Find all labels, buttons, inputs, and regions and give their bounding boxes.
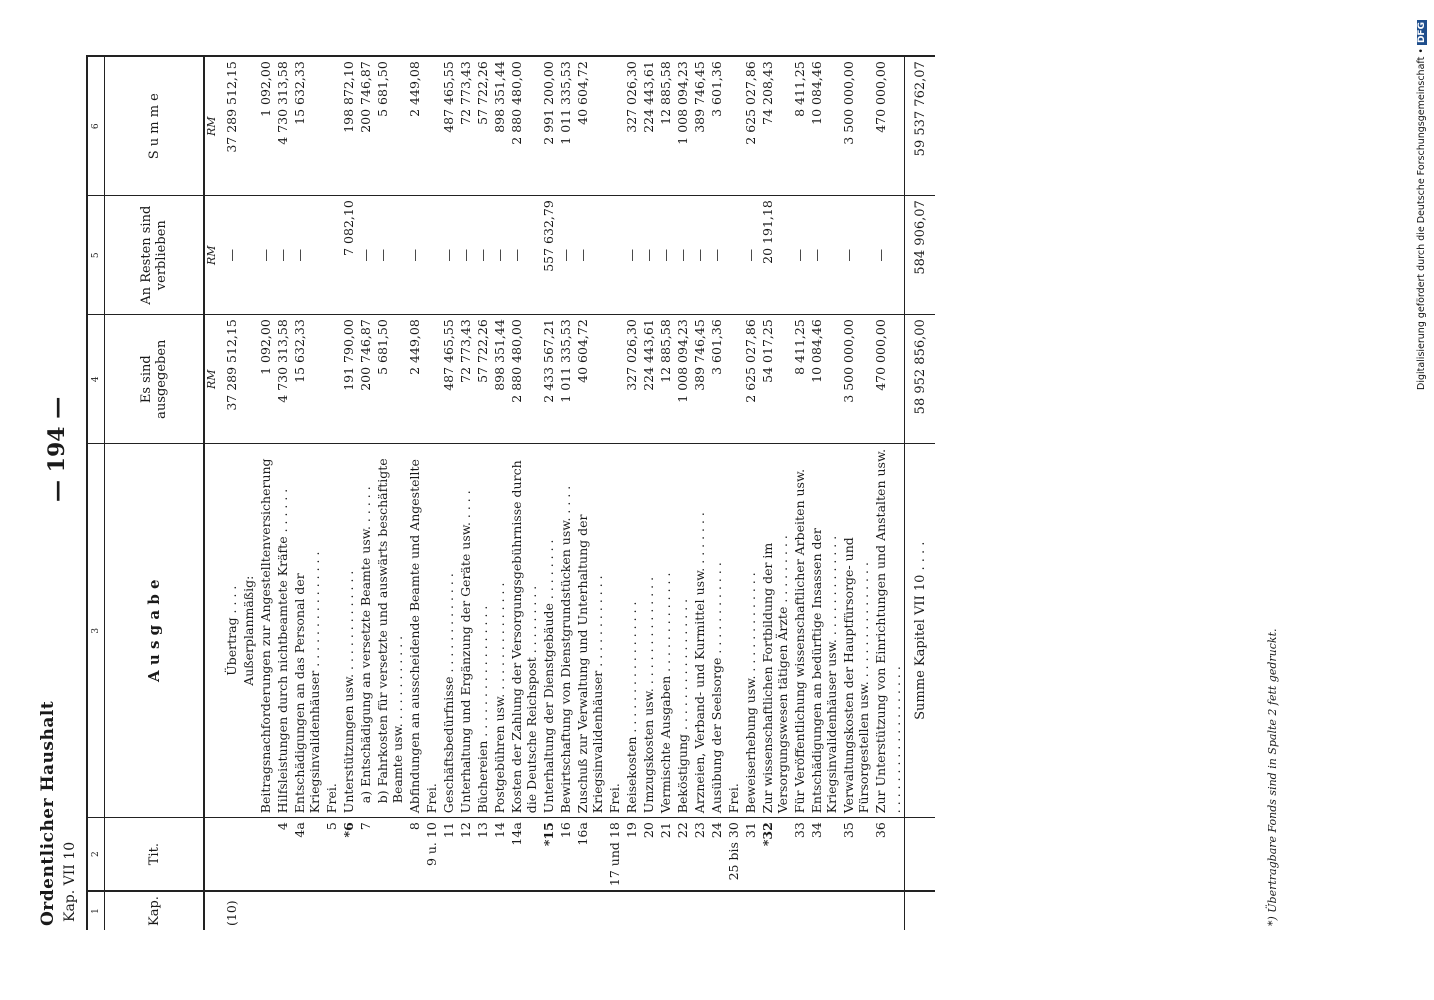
row-resten	[725, 196, 742, 315]
row-titel: 23	[691, 818, 708, 891]
row-description: Außerplanmäßig:	[240, 444, 257, 818]
table-row	[808, 56, 840, 930]
table-row	[240, 56, 257, 930]
table-row	[840, 56, 872, 930]
row-summe: 15 632,33	[291, 56, 323, 196]
row-summe: 3 500 000,00	[840, 56, 872, 196]
row-summe: 10 084,46	[808, 56, 840, 196]
row-kap	[240, 891, 257, 930]
table-row	[508, 56, 540, 930]
row-description: Für Veröffentlichung wissenschaftlicher Arbeiten usw.	[791, 444, 808, 818]
row-kap	[691, 891, 708, 930]
table-row	[606, 56, 623, 930]
row-description: Entschädigungen an das Personal der Kriegsinvalidenhäuser . . . . . . . . . . . . . . .	[291, 444, 323, 818]
table-row	[423, 56, 440, 930]
row-description: Bewirtschaftung von Dienstgrundstücken usw. . . . .	[557, 444, 574, 818]
row-titel: *6	[340, 818, 357, 891]
row-resten: —	[557, 196, 574, 315]
row-ausgegeben: 224 443,61	[640, 315, 657, 444]
row-description: Entschädigungen an bedürftige Insassen der Kriegsinvalidenhäuser usw. . . . . . . . . . . . . .	[808, 444, 840, 818]
row-kap	[623, 891, 640, 930]
row-description: b) Fahrkosten für versetzte und auswärts beschäftigte Beamte usw. . . . . . . . . . . .	[374, 444, 406, 818]
row-description: Beköstigung . . . . . . . . . . . . . . . . .	[674, 444, 691, 818]
header-summe: S u m m e	[105, 56, 205, 196]
row-description: Postgebühren usw. . . . . . . . . . . . . . .	[491, 444, 508, 818]
row-titel: 36	[872, 818, 905, 891]
row-description: a) Entschädigung an versetzte Beamte usw. . . . . .	[357, 444, 374, 818]
row-description: Beweiserhebung usw. . . . . . . . . . . . . .	[742, 444, 759, 818]
row-kap	[840, 891, 872, 930]
row-summe: 8 411,25	[791, 56, 808, 196]
row-description: Hilfsleistungen durch nichtbeamtete Kräfte . . . . . .	[274, 444, 291, 818]
total-resten: 584 906,07	[905, 196, 936, 315]
table-row	[340, 56, 357, 930]
row-description: Frei.	[606, 444, 623, 818]
row-description: Unterhaltung und Ergänzung der Geräte usw. . . . .	[457, 444, 474, 818]
row-resten: —	[374, 196, 406, 315]
header-resten: An Resten sind verblieben	[105, 196, 205, 315]
row-titel: 16a	[574, 818, 606, 891]
row-kap	[257, 891, 274, 930]
row-summe: 389 746,45	[691, 56, 708, 196]
header-ausgabe: A u s g a b e	[105, 444, 205, 818]
unit-col-6: RM	[204, 56, 223, 196]
row-ausgegeben: 54 017,25	[759, 315, 791, 444]
table-row	[574, 56, 606, 930]
row-summe	[240, 56, 257, 196]
row-kap	[374, 891, 406, 930]
row-resten: —	[223, 196, 240, 315]
table-row	[491, 56, 508, 930]
row-resten: 7 082,10	[340, 196, 357, 315]
row-titel: 7	[357, 818, 374, 891]
row-ausgegeben	[240, 315, 257, 444]
row-resten: —	[742, 196, 759, 315]
col-number-2: 2	[87, 818, 105, 891]
total-summe: 59 537 762,07	[905, 56, 936, 196]
row-kap	[291, 891, 323, 930]
row-titel: 12	[457, 818, 474, 891]
row-ausgegeben: 8 411,25	[791, 315, 808, 444]
row-description: Frei.	[725, 444, 742, 818]
row-kap	[274, 891, 291, 930]
row-kap: (10)	[223, 891, 240, 930]
row-resten	[423, 196, 440, 315]
col-number-5: 5	[87, 196, 105, 315]
row-kap	[759, 891, 791, 930]
row-titel: 11	[440, 818, 457, 891]
row-summe: 487 465,55	[440, 56, 457, 196]
row-titel	[240, 818, 257, 891]
table-row	[623, 56, 640, 930]
row-kap	[574, 891, 606, 930]
row-summe: 2 625 027,86	[742, 56, 759, 196]
row-summe: 4 730 313,58	[274, 56, 291, 196]
row-ausgegeben	[323, 315, 340, 444]
row-kap	[491, 891, 508, 930]
row-description: Verwaltungskosten der Hauptfürsorge- und Fürsorgestellen usw. . . . . . . . . . . . . . . .	[840, 444, 872, 818]
row-description: Unterhaltung der Dienstgebäude . . . . . . . .	[540, 444, 557, 818]
row-titel: 22	[674, 818, 691, 891]
row-ausgegeben: 10 084,46	[808, 315, 840, 444]
row-description: Frei.	[323, 444, 340, 818]
row-kap	[508, 891, 540, 930]
row-resten: —	[291, 196, 323, 315]
table-row	[742, 56, 759, 930]
row-summe: 2 991 200,00	[540, 56, 557, 196]
row-ausgegeben: 2 433 567,21	[540, 315, 557, 444]
row-summe: 1 008 094,23	[674, 56, 691, 196]
col-number-1: 1	[87, 891, 105, 930]
row-summe: 72 773,43	[457, 56, 474, 196]
row-titel: 24	[708, 818, 725, 891]
table-row	[640, 56, 657, 930]
row-titel: *32	[759, 818, 791, 891]
row-resten: —	[406, 196, 423, 315]
row-resten: —	[840, 196, 872, 315]
row-description: Beitragsnachforderungen zur Angestelltenversicherung	[257, 444, 274, 818]
row-ausgegeben: 1 011 335,53	[557, 315, 574, 444]
row-ausgegeben	[423, 315, 440, 444]
row-summe: 3 601,36	[708, 56, 725, 196]
col-number-6: 6	[87, 56, 105, 196]
row-summe	[725, 56, 742, 196]
table-row	[657, 56, 674, 930]
row-kap	[457, 891, 474, 930]
row-summe: 40 604,72	[574, 56, 606, 196]
row-titel: 31	[742, 818, 759, 891]
row-kap	[606, 891, 623, 930]
table-body	[204, 56, 905, 930]
row-description: Büchereien . . . . . . . . . . . . . . . . .	[474, 444, 491, 818]
row-summe: 74 208,43	[759, 56, 791, 196]
table-row	[323, 56, 340, 930]
row-resten: —	[657, 196, 674, 315]
row-kap	[872, 891, 905, 930]
row-resten: —	[640, 196, 657, 315]
row-kap	[708, 891, 725, 930]
row-kap	[557, 891, 574, 930]
table-row	[406, 56, 423, 930]
row-kap	[742, 891, 759, 930]
table-row	[557, 56, 574, 930]
row-ausgegeben: 200 746,87	[357, 315, 374, 444]
row-titel	[257, 818, 274, 891]
table-row	[474, 56, 491, 930]
row-ausgegeben: 72 773,43	[457, 315, 474, 444]
row-summe	[323, 56, 340, 196]
row-titel: 33	[791, 818, 808, 891]
row-titel: 5	[323, 818, 340, 891]
row-titel: 34	[808, 818, 840, 891]
row-resten: 557 632,79	[540, 196, 557, 315]
row-description: Geschäftsbedürfnisse . . . . . . . . . . . . .	[440, 444, 457, 818]
row-summe: 200 746,87	[357, 56, 374, 196]
row-kap	[808, 891, 840, 930]
row-ausgegeben: 2 880 480,00	[508, 315, 540, 444]
row-titel	[223, 818, 240, 891]
row-ausgegeben: 5 681,50	[374, 315, 406, 444]
row-kap	[540, 891, 557, 930]
row-titel: 25 bis 30	[725, 818, 742, 891]
row-description: Abfindungen an ausscheidende Beamte und Angestellte	[406, 444, 423, 818]
row-description: Umzugskosten usw. . . . . . . . . . . . . . .	[640, 444, 657, 818]
row-kap	[674, 891, 691, 930]
row-ausgegeben: 898 351,44	[491, 315, 508, 444]
row-titel: 14a	[508, 818, 540, 891]
row-ausgegeben: 40 604,72	[574, 315, 606, 444]
row-ausgegeben: 3 500 000,00	[840, 315, 872, 444]
row-summe: 898 351,44	[491, 56, 508, 196]
row-resten: —	[791, 196, 808, 315]
row-summe	[606, 56, 623, 196]
row-resten: —	[623, 196, 640, 315]
unit-row	[204, 56, 223, 930]
table-row	[872, 56, 905, 930]
table-row	[674, 56, 691, 930]
table-row	[374, 56, 406, 930]
row-ausgegeben: 327 026,30	[623, 315, 640, 444]
page-number: — 194 —	[44, 396, 70, 502]
row-ausgegeben: 487 465,55	[440, 315, 457, 444]
row-ausgegeben: 4 730 313,58	[274, 315, 291, 444]
row-summe	[423, 56, 440, 196]
row-summe: 224 443,61	[640, 56, 657, 196]
row-summe: 2 880 480,00	[508, 56, 540, 196]
row-summe: 57 722,26	[474, 56, 491, 196]
col-number-3: 3	[87, 444, 105, 818]
row-resten: —	[274, 196, 291, 315]
row-resten: —	[691, 196, 708, 315]
row-resten: —	[491, 196, 508, 315]
table-row	[791, 56, 808, 930]
credit-text: Digitalisierung gefördert durch die Deutsche Forschungsgemeinschaft •	[1416, 48, 1427, 390]
col-number-4: 4	[87, 315, 105, 444]
row-titel: 13	[474, 818, 491, 891]
row-ausgegeben: 1 008 094,23	[674, 315, 691, 444]
row-ausgegeben: 15 632,33	[291, 315, 323, 444]
unit-col-5: RM	[204, 196, 223, 315]
row-titel: 21	[657, 818, 674, 891]
table-row	[274, 56, 291, 930]
row-ausgegeben: 3 601,36	[708, 315, 725, 444]
table-row	[708, 56, 725, 930]
row-summe: 2 449,08	[406, 56, 423, 196]
row-kap	[657, 891, 674, 930]
row-description: Arzneien, Verband- und Kurmittel usw. . . . . . . .	[691, 444, 708, 818]
row-ausgegeben: 57 722,26	[474, 315, 491, 444]
total-row	[905, 56, 936, 930]
table-row	[223, 56, 240, 930]
row-titel: 19	[623, 818, 640, 891]
row-ausgegeben: 2 625 027,86	[742, 315, 759, 444]
row-ausgegeben: 2 449,08	[406, 315, 423, 444]
row-description: Frei.	[423, 444, 440, 818]
chapter-label: Kap. VII 10	[62, 841, 78, 922]
row-resten: —	[257, 196, 274, 315]
dfg-logo-icon: DFG	[1417, 22, 1427, 44]
row-titel: 4a	[291, 818, 323, 891]
table-row	[291, 56, 323, 930]
row-resten: —	[474, 196, 491, 315]
table-row	[440, 56, 457, 930]
row-titel: 9 u. 10	[423, 818, 440, 891]
row-kap	[474, 891, 491, 930]
row-summe: 37 289 512,15	[223, 56, 240, 196]
table-row	[759, 56, 791, 930]
row-ausgegeben: 191 790,00	[340, 315, 357, 444]
total-label: Summe Kapitel VII 10 . . . .	[905, 444, 936, 818]
row-kap	[357, 891, 374, 930]
row-resten: —	[574, 196, 606, 315]
table-row	[357, 56, 374, 930]
row-kap	[440, 891, 457, 930]
row-ausgegeben: 1 092,00	[257, 315, 274, 444]
row-titel: 20	[640, 818, 657, 891]
row-kap	[725, 891, 742, 930]
digitization-credit	[1416, 10, 1430, 390]
row-summe: 12 885,58	[657, 56, 674, 196]
column-number-row	[87, 56, 105, 930]
row-summe: 1 092,00	[257, 56, 274, 196]
row-resten	[606, 196, 623, 315]
row-summe: 198 872,10	[340, 56, 357, 196]
row-summe: 5 681,50	[374, 56, 406, 196]
row-titel: 4	[274, 818, 291, 891]
row-kap	[423, 891, 440, 930]
document-title: Ordentlicher Haushalt	[38, 700, 58, 926]
row-ausgegeben: 389 746,45	[691, 315, 708, 444]
row-resten: —	[457, 196, 474, 315]
row-titel: *15	[540, 818, 557, 891]
footnote: *) Übertragbare Fonds sind in Spalte 2 fett gedruckt.	[1266, 628, 1279, 926]
row-titel: 8	[406, 818, 423, 891]
row-titel: 35	[840, 818, 872, 891]
row-description: Ausübung der Seelsorge . . . . . . . . . . . .	[708, 444, 725, 818]
row-ausgegeben	[725, 315, 742, 444]
row-titel	[374, 818, 406, 891]
row-resten	[240, 196, 257, 315]
row-resten: —	[872, 196, 905, 315]
row-summe: 327 026,30	[623, 56, 640, 196]
row-resten: —	[674, 196, 691, 315]
row-titel: 17 und 18	[606, 818, 623, 891]
table-row	[691, 56, 708, 930]
row-description: Zur Unterstützung von Einrichtungen und Anstalten usw. . . . . . . . . . . . . . . . . . . .	[872, 444, 905, 818]
row-resten: —	[708, 196, 725, 315]
unit-col-4: RM	[204, 315, 223, 444]
row-resten: —	[440, 196, 457, 315]
row-titel: 14	[491, 818, 508, 891]
row-kap	[791, 891, 808, 930]
row-description: Zur wissenschaftlichen Fortbildung der im Versorgungswesen tätigen Ärzte . . . . . . . . .	[759, 444, 791, 818]
row-ausgegeben: 37 289 512,15	[223, 315, 240, 444]
row-description: Zuschuß zur Verwaltung und Unterhaltung der Kriegsinvalidenhäuser . . . . . . . . . . . .	[574, 444, 606, 818]
row-description: Unterstützungen usw. . . . . . . . . . . . . .	[340, 444, 357, 818]
row-description: Kosten der Zahlung der Versorgungsgebührnisse durch die Deutsche Reichspost . . . . . . . . .	[508, 444, 540, 818]
table-row	[725, 56, 742, 930]
row-resten: 20 191,18	[759, 196, 791, 315]
row-description: Reisekosten . . . . . . . . . . . . . . . . .	[623, 444, 640, 818]
row-summe: 470 000,00	[872, 56, 905, 196]
header-tit: Tit.	[105, 818, 205, 891]
row-titel: 16	[557, 818, 574, 891]
table-row	[540, 56, 557, 930]
row-ausgegeben: 470 000,00	[872, 315, 905, 444]
header-kap: Kap.	[105, 891, 205, 930]
row-ausgegeben: 12 885,58	[657, 315, 674, 444]
expenditure-table	[86, 55, 935, 930]
row-kap	[323, 891, 340, 930]
row-summe: 1 011 335,53	[557, 56, 574, 196]
row-description: Vermischte Ausgaben . . . . . . . . . . . . .	[657, 444, 674, 818]
row-kap	[640, 891, 657, 930]
row-kap	[406, 891, 423, 930]
row-ausgegeben	[606, 315, 623, 444]
row-resten: —	[808, 196, 840, 315]
row-kap	[340, 891, 357, 930]
column-header-row	[105, 56, 205, 930]
row-resten	[323, 196, 340, 315]
total-ausgegeben: 58 952 856,00	[905, 315, 936, 444]
header-ausgegeben: Es sind ausgegeben	[105, 315, 205, 444]
table-row	[257, 56, 274, 930]
table-row	[457, 56, 474, 930]
row-resten: —	[508, 196, 540, 315]
row-resten: —	[357, 196, 374, 315]
row-description: Übertrag . . . .	[223, 444, 240, 818]
